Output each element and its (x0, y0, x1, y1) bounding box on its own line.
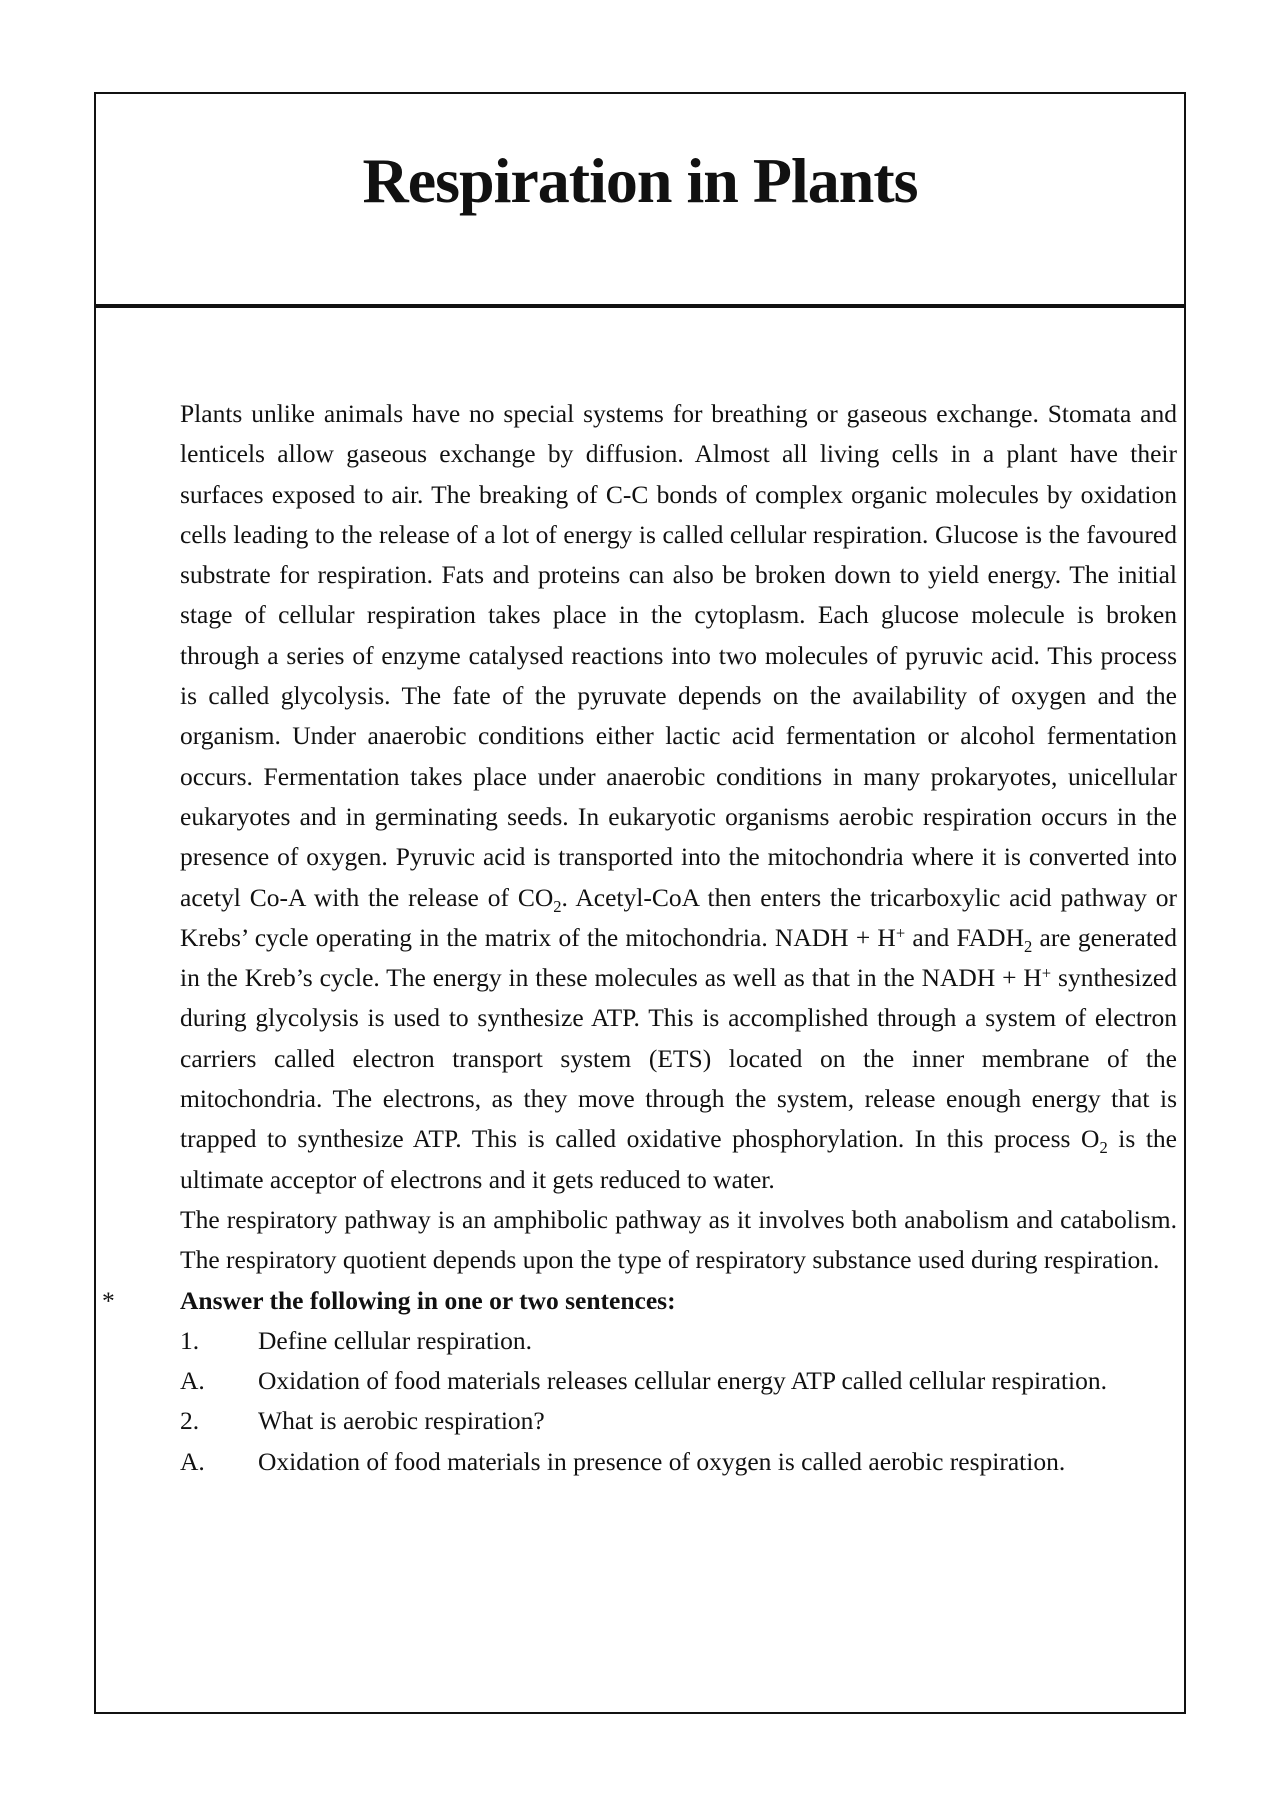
subscript: 2 (553, 896, 562, 916)
superscript: + (895, 923, 906, 943)
para-text: . Acetyl-CoA then enters the tricarboxylic acid pathway or Krebs’ cycle operating in the matrix of the mitochondria. NADH + H (180, 882, 1177, 952)
qa-item (180, 1401, 1177, 1441)
qa-text: Oxidation of food materials in presence of oxygen is called aerobic respiration. (258, 1446, 1066, 1476)
para-text: Plants unlike animals have no special systems for breathing or gaseous exchange. Stomata and lenticels allow gaseous exchange by diffusion. Almost all living cells in a plant have their surfaces exposed to air. The breaking of C-C bonds of complex organic molecules by oxidation cells leading to the release of a lot of energy is called cellular respiration. Glucose is the favoured substrate for respiration. Fats and proteins can also be broken down to yield energy. The initial stage of cellular respiration takes place in the cytoplasm. Each glucose molecule is broken through a series of enzyme catalysed reactions into two molecules of pyruvic acid. This process is called glycolysis. The fate of the pyruvate depends on the availability of oxygen and the organism. Under anaerobic conditions either lactic acid fermentation or alcohol fermentation occurs. Fermentation takes place under anaerobic conditions in many prokaryotes, unicellular eukaryotes and in germinating seeds. In eukaryotic organisms aerobic respiration occurs in the presence of oxygen. Pyruvic acid is transported into the mitochondria where it is converted into acetyl Co-A with the release of CO (180, 399, 1177, 912)
qa-number: 1. (180, 1325, 200, 1355)
page-title: Respiration in Plants (362, 145, 918, 216)
section-heading (102, 1281, 1177, 1321)
qa-text: Oxidation of food materials releases cellular energy ATP called cellular respiration. (258, 1366, 1107, 1396)
subscript: 2 (1099, 1138, 1108, 1158)
bullet-marker: * (102, 1285, 115, 1315)
qa-text: Define cellular respiration. (258, 1325, 533, 1355)
para-text: is the ultimate acceptor of electrons and it gets reduced to water. (180, 1124, 1177, 1194)
qa-number: A. (180, 1366, 205, 1396)
paragraph-summary (180, 394, 1177, 1200)
qa-text: What is aerobic respiration? (258, 1406, 545, 1436)
title-box (96, 94, 1184, 308)
para-text: and FADH (905, 922, 1025, 952)
qa-item (180, 1442, 1177, 1482)
para-text: synthesized during glycolysis is used to synthesize ATP. This is accomplished through a system of electron carriers called electron transport system (ETS) located on the inner membrane of the mitochondria. The electrons, as they move through the system, release enough energy that is trapped to synthesize ATP. This is called oxidative phosphorylation. In this process O (180, 963, 1177, 1154)
section-heading-text: Answer the following in one or two sentences: (180, 1285, 676, 1315)
superscript: + (1041, 963, 1052, 983)
qa-number: A. (180, 1446, 205, 1476)
para-text: are generated in the Kreb’s cycle. The energy in these molecules as well as that in the NADH + H (180, 922, 1177, 993)
paragraph-amphibolic: The respiratory pathway is an amphibolic pathway as it involves both anabolism and catabolism. The respiratory quotient depends upon the type of respiratory substance used during respiration. (180, 1204, 1177, 1275)
qa-item (180, 1361, 1177, 1401)
qa-number: 2. (180, 1406, 200, 1436)
subscript: 2 (1024, 936, 1033, 956)
page-frame (94, 92, 1186, 1714)
qa-item (180, 1321, 1177, 1361)
content-body (102, 394, 1177, 1482)
